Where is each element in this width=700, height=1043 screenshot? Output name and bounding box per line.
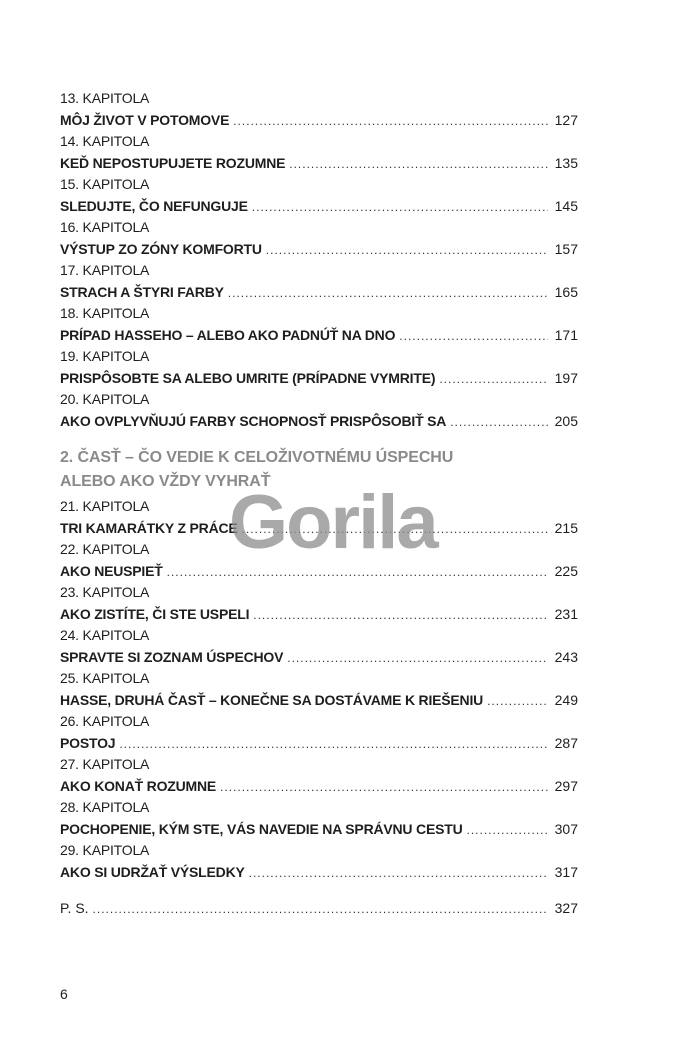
chapter-label: 19. KAPITOLA bbox=[60, 348, 150, 364]
toc-entry[interactable] bbox=[60, 840, 578, 883]
chapter-label: 21. KAPITOLA bbox=[60, 498, 150, 514]
title-line bbox=[60, 732, 578, 754]
dot-leader bbox=[439, 368, 548, 390]
dot-leader bbox=[450, 411, 548, 433]
page-number: 249 bbox=[554, 692, 578, 708]
page-number: 215 bbox=[554, 520, 578, 536]
page-number: 165 bbox=[554, 284, 578, 300]
dot-leader bbox=[399, 325, 548, 347]
toc-entry[interactable] bbox=[60, 88, 578, 131]
toc-entry[interactable] bbox=[60, 668, 578, 711]
chapter-label: 15. KAPITOLA bbox=[60, 176, 150, 192]
title-line bbox=[60, 603, 578, 625]
page-number: 307 bbox=[554, 821, 578, 837]
page-number: 205 bbox=[554, 413, 578, 429]
ps-entry[interactable] bbox=[60, 897, 578, 920]
dot-leader bbox=[93, 898, 548, 920]
chapter-label: 25. KAPITOLA bbox=[60, 670, 150, 686]
page-number: 145 bbox=[554, 198, 578, 214]
toc-entry[interactable] bbox=[60, 711, 578, 754]
title-line bbox=[60, 109, 578, 131]
part-heading-line1: 2. ČASŤ – ČO VEDIE K CELOŽIVOTNÉMU ÚSPECHU bbox=[60, 449, 454, 466]
page-number: 197 bbox=[554, 370, 578, 386]
watermark-logo: Gorila bbox=[229, 480, 437, 565]
title-line bbox=[60, 324, 578, 346]
toc-entry[interactable] bbox=[60, 625, 578, 668]
title-line bbox=[60, 646, 578, 668]
chapter-label: 27. KAPITOLA bbox=[60, 756, 150, 772]
chapter-title: AKO KONAŤ ROZUMNE bbox=[60, 778, 217, 794]
toc-entry[interactable] bbox=[60, 754, 578, 797]
page-number: 243 bbox=[554, 649, 578, 665]
dot-leader bbox=[228, 282, 548, 304]
title-line bbox=[60, 775, 578, 797]
page-number: 157 bbox=[554, 241, 578, 257]
title-line bbox=[60, 410, 578, 432]
title-line bbox=[60, 195, 578, 217]
chapter-label: 14. KAPITOLA bbox=[60, 133, 150, 149]
dot-leader bbox=[249, 862, 548, 884]
toc-part1-list bbox=[60, 88, 578, 432]
chapter-title: POSTOJ bbox=[60, 735, 116, 751]
chapter-label: 24. KAPITOLA bbox=[60, 627, 150, 643]
dot-leader bbox=[287, 647, 548, 669]
toc-entry[interactable] bbox=[60, 131, 578, 174]
chapter-title: AKO OVPLYVŇUJÚ FARBY SCHOPNOSŤ PRISPÔSOBIŤ SA bbox=[60, 413, 447, 429]
chapter-title: HASSE, DRUHÁ ČASŤ – KONEČNE SA DOSTÁVAME K RIEŠENIU bbox=[60, 692, 484, 708]
chapter-title: TRI KAMARÁTKY Z PRÁCE bbox=[60, 520, 238, 536]
page-number: 317 bbox=[554, 864, 578, 880]
dot-leader bbox=[487, 690, 548, 712]
chapter-label: 26. KAPITOLA bbox=[60, 713, 150, 729]
title-line bbox=[60, 281, 578, 303]
chapter-label: 29. KAPITOLA bbox=[60, 842, 150, 858]
title-line bbox=[60, 689, 578, 711]
page-number: 127 bbox=[554, 112, 578, 128]
page-number: 297 bbox=[554, 778, 578, 794]
dot-leader bbox=[266, 239, 548, 261]
page-number: 225 bbox=[554, 563, 578, 579]
dot-leader bbox=[289, 153, 548, 175]
page-number: 135 bbox=[554, 155, 578, 171]
chapter-label: 20. KAPITOLA bbox=[60, 391, 150, 407]
dot-leader bbox=[466, 819, 548, 841]
chapter-label: 16. KAPITOLA bbox=[60, 219, 150, 235]
chapter-title: STRACH A ŠTYRI FARBY bbox=[60, 284, 224, 300]
chapter-title: KEĎ NEPOSTUPUJETE ROZUMNE bbox=[60, 155, 286, 171]
title-line bbox=[60, 367, 578, 389]
toc-entry[interactable] bbox=[60, 303, 578, 346]
chapter-title: PRISPÔSOBTE SA ALEBO UMRITE (PRÍPADNE VYMRITE) bbox=[60, 370, 436, 386]
toc-entry[interactable] bbox=[60, 217, 578, 260]
chapter-title: AKO SI UDRŽAŤ VÝSLEDKY bbox=[60, 864, 245, 880]
page-number: 231 bbox=[554, 606, 578, 622]
dot-leader bbox=[252, 196, 548, 218]
chapter-label: 23. KAPITOLA bbox=[60, 584, 150, 600]
part-heading-line2: ALEBO AKO VŽDY VYHRAŤ bbox=[60, 473, 271, 490]
page-number: 327 bbox=[554, 900, 578, 916]
title-line bbox=[60, 861, 578, 883]
ps-label: P. S. bbox=[60, 900, 89, 916]
page-number: 171 bbox=[554, 327, 578, 343]
chapter-title: AKO NEUSPIEŤ bbox=[60, 563, 163, 579]
footer-page-number: 6 bbox=[60, 986, 68, 1002]
chapter-title: AKO ZISTÍTE, ČI STE USPELI bbox=[60, 606, 250, 622]
chapter-title: SPRAVTE SI ZOZNAM ÚSPECHOV bbox=[60, 649, 284, 665]
chapter-title: SLEDUJTE, ČO NEFUNGUJE bbox=[60, 198, 248, 214]
toc-entry[interactable] bbox=[60, 797, 578, 840]
dot-leader bbox=[220, 776, 548, 798]
toc-entry[interactable] bbox=[60, 582, 578, 625]
title-line bbox=[60, 152, 578, 174]
chapter-title: VÝSTUP ZO ZÓNY KOMFORTU bbox=[60, 241, 262, 257]
toc-entry[interactable] bbox=[60, 389, 578, 432]
chapter-label: 17. KAPITOLA bbox=[60, 262, 150, 278]
dot-leader bbox=[119, 733, 548, 755]
dot-leader bbox=[253, 604, 548, 626]
chapter-label: 18. KAPITOLA bbox=[60, 305, 150, 321]
chapter-title: POCHOPENIE, KÝM STE, VÁS NAVEDIE NA SPRÁVNU CESTU bbox=[60, 821, 463, 837]
title-line bbox=[60, 818, 578, 840]
chapter-title: PRÍPAD HASSEHO – ALEBO AKO PADNÚŤ NA DNO bbox=[60, 327, 396, 343]
title-line bbox=[60, 238, 578, 260]
page-number: 287 bbox=[554, 735, 578, 751]
chapter-label: 13. KAPITOLA bbox=[60, 90, 150, 106]
toc-entry[interactable] bbox=[60, 260, 578, 303]
chapter-title: MÔJ ŽIVOT V POTOMOVE bbox=[60, 112, 230, 128]
chapter-label: 28. KAPITOLA bbox=[60, 799, 150, 815]
dot-leader bbox=[233, 110, 548, 132]
toc-entry[interactable] bbox=[60, 346, 578, 389]
chapter-label: 22. KAPITOLA bbox=[60, 541, 150, 557]
toc-entry[interactable] bbox=[60, 174, 578, 217]
